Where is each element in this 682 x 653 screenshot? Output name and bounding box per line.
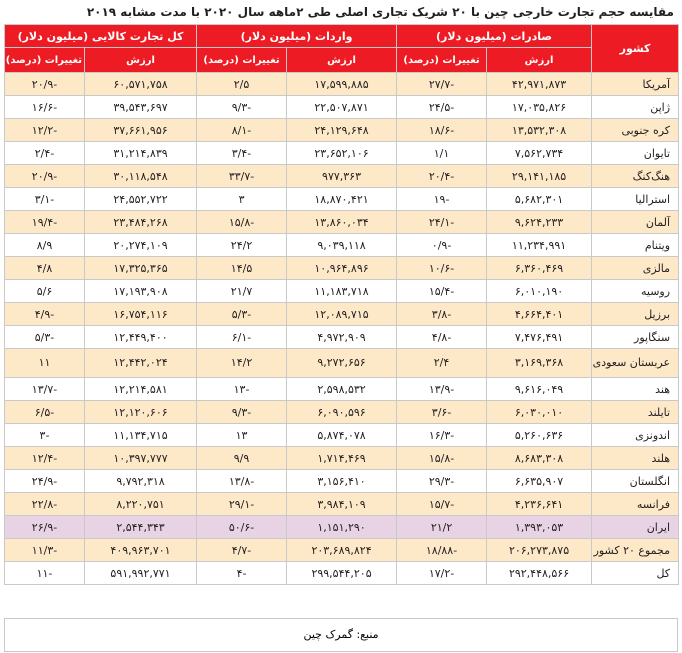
total-value-cell: ۱۲,۱۲۰,۶۰۶ [85,401,197,424]
imports-change-cell: -۳/۴ [197,142,287,165]
exports-value-cell: ۴,۶۶۴,۴۰۱ [487,303,592,326]
total-value-cell: ۱۲,۴۴۲,۰۲۴ [85,349,197,378]
total-value-cell: ۸,۲۲۰,۷۵۱ [85,493,197,516]
total-change-cell: -۴/۹ [5,303,85,326]
imports-value-cell: ۲۰۳,۶۸۹,۸۲۴ [287,539,397,562]
table-row [5,188,679,211]
header-imports-value: ارزش [287,48,397,73]
country-cell: سنگاپور [592,326,679,349]
header-imports-change: تغییرات (درصد) [197,48,287,73]
imports-change-cell: -۳۳/۷ [197,165,287,188]
country-cell: ویتنام [592,234,679,257]
total-change-cell: -۱۹/۴ [5,211,85,234]
imports-change-cell: -۹/۳ [197,401,287,424]
total-change-cell: -۳ [5,424,85,447]
header-total-value: ارزش [85,48,197,73]
exports-value-cell: ۶,۰۱۰,۱۹۰ [487,280,592,303]
exports-value-cell: ۱۱,۲۳۴,۹۹۱ [487,234,592,257]
imports-value-cell: ۵,۸۷۴,۰۷۸ [287,424,397,447]
imports-change-cell: -۴/۷ [197,539,287,562]
country-cell: کل [592,562,679,585]
header-exports-change: تغییرات (درصد) [397,48,487,73]
imports-change-cell: ۱۴/۲ [197,349,287,378]
imports-change-cell: ۲۴/۲ [197,234,287,257]
imports-change-cell: -۱۳/۸ [197,470,287,493]
imports-value-cell: ۱۰,۹۶۴,۸۹۶ [287,257,397,280]
table-row [5,424,679,447]
total-change-cell: -۱۱ [5,562,85,585]
header-exports-value: ارزش [487,48,592,73]
exports-change-cell: -۱۸/۸۸ [397,539,487,562]
imports-value-cell: ۹,۲۷۲,۶۵۶ [287,349,397,378]
country-cell: برزیل [592,303,679,326]
country-cell: اندونزی [592,424,679,447]
imports-value-cell: ۹۷۷,۳۶۳ [287,165,397,188]
total-change-cell: -۱۲/۲ [5,119,85,142]
exports-change-cell: -۳/۸ [397,303,487,326]
exports-change-cell: -۱۰/۶ [397,257,487,280]
table-row [5,539,679,562]
exports-change-cell: ۱/۱ [397,142,487,165]
imports-value-cell: ۲۹۹,۵۴۴,۲۰۵ [287,562,397,585]
table-row [5,303,679,326]
imports-change-cell: -۵۰/۶ [197,516,287,539]
total-value-cell: ۲۳,۴۸۴,۲۶۸ [85,211,197,234]
exports-change-cell: -۲۷/۷ [397,73,487,96]
imports-change-cell: -۱۵/۸ [197,211,287,234]
exports-value-cell: ۸,۶۸۳,۳۰۸ [487,447,592,470]
imports-value-cell: ۳,۹۸۴,۱۰۹ [287,493,397,516]
imports-value-cell: ۱,۱۵۱,۲۹۰ [287,516,397,539]
imports-value-cell: ۱,۷۱۴,۴۶۹ [287,447,397,470]
total-value-cell: ۴۰۹,۹۶۳,۷۰۱ [85,539,197,562]
total-value-cell: ۱۷,۳۲۵,۳۶۵ [85,257,197,280]
country-cell: آمریکا [592,73,679,96]
exports-change-cell: -۳/۶ [397,401,487,424]
total-change-cell: ۱۱ [5,349,85,378]
total-change-cell: -۵/۳ [5,326,85,349]
country-cell: انگلستان [592,470,679,493]
table-row [5,234,679,257]
country-cell: کره جنوبی [592,119,679,142]
total-change-cell: -۲۶/۹ [5,516,85,539]
exports-value-cell: ۷,۵۶۲,۷۳۴ [487,142,592,165]
table-row [5,257,679,280]
total-change-cell: -۲/۴ [5,142,85,165]
exports-change-cell: -۲۹/۳ [397,470,487,493]
exports-change-cell: -۱۳/۹ [397,378,487,401]
imports-value-cell: ۱۸,۸۷۰,۴۲۱ [287,188,397,211]
country-cell: آلمان [592,211,679,234]
table-row [5,470,679,493]
exports-change-cell: -۱۵/۷ [397,493,487,516]
header-country: کشور [592,25,679,73]
total-change-cell: -۶/۵ [5,401,85,424]
imports-value-cell: ۶,۰۹۰,۵۹۶ [287,401,397,424]
total-change-cell: -۲۴/۹ [5,470,85,493]
country-cell: فرانسه [592,493,679,516]
imports-value-cell: ۱۱,۱۸۳,۷۱۸ [287,280,397,303]
exports-change-cell: -۲۴/۱ [397,211,487,234]
table-row [5,326,679,349]
imports-change-cell: ۱۴/۵ [197,257,287,280]
imports-change-cell: -۹/۳ [197,96,287,119]
exports-value-cell: ۲۹۲,۴۴۸,۵۶۶ [487,562,592,585]
total-change-cell: ۵/۶ [5,280,85,303]
imports-value-cell: ۱۳,۸۶۰,۰۳۴ [287,211,397,234]
header-exports: صادرات (میلیون دلار) [397,25,592,48]
total-value-cell: ۲,۵۴۴,۳۴۳ [85,516,197,539]
exports-value-cell: ۱۷,۰۳۵,۸۲۶ [487,96,592,119]
header-total-change: تغییرات (درصد) [5,48,85,73]
imports-change-cell: -۱۳ [197,378,287,401]
exports-value-cell: ۲۹,۱۴۱,۱۸۵ [487,165,592,188]
table-row [5,73,679,96]
imports-value-cell: ۲۲,۵۰۷,۸۷۱ [287,96,397,119]
exports-value-cell: ۵,۲۶۰,۶۳۶ [487,424,592,447]
exports-change-cell: -۱۵/۸ [397,447,487,470]
country-cell: تایلند [592,401,679,424]
total-change-cell: ۴/۸ [5,257,85,280]
exports-value-cell: ۶,۳۶۰,۴۶۹ [487,257,592,280]
imports-value-cell: ۹,۰۳۹,۱۱۸ [287,234,397,257]
imports-change-cell: ۹/۹ [197,447,287,470]
table-body [5,73,679,585]
trade-table [4,24,679,585]
exports-value-cell: ۱,۳۹۳,۰۵۳ [487,516,592,539]
exports-value-cell: ۱۳,۵۳۲,۳۰۸ [487,119,592,142]
total-value-cell: ۲۰,۲۷۴,۱۰۹ [85,234,197,257]
exports-change-cell: ۲/۴ [397,349,487,378]
country-cell: استرالیا [592,188,679,211]
country-cell: هنگ‌کنگ [592,165,679,188]
total-value-cell: ۳۷,۶۶۱,۹۵۶ [85,119,197,142]
exports-change-cell: -۴/۸ [397,326,487,349]
exports-change-cell: -۱۶/۳ [397,424,487,447]
total-change-cell: -۱۳/۷ [5,378,85,401]
exports-change-cell: -۱۸/۶ [397,119,487,142]
country-cell: عربستان سعودی [592,349,679,378]
country-cell: تایوان [592,142,679,165]
imports-value-cell: ۲۳,۶۵۲,۱۰۶ [287,142,397,165]
country-cell: روسیه [592,280,679,303]
country-cell: هلند [592,447,679,470]
table-row [5,401,679,424]
total-value-cell: ۹,۷۹۲,۳۱۸ [85,470,197,493]
total-value-cell: ۵۹۱,۹۹۲,۷۷۱ [85,562,197,585]
total-change-cell: -۱۱/۳ [5,539,85,562]
page-title: مقایسه حجم تجارت خارجی چین با ۲۰ شریک تجاری اصلی طی ۲ماهه سال ۲۰۲۰ با مدت مشابه ۲۰۱۹ [0,0,682,24]
total-value-cell: ۱۲,۴۴۹,۴۰۰ [85,326,197,349]
imports-change-cell: -۸/۱ [197,119,287,142]
exports-value-cell: ۲۰۶,۲۷۳,۸۷۵ [487,539,592,562]
header-imports: واردات (میلیون دلار) [197,25,397,48]
header-total: کل تجارت کالایی (میلیون دلار) [5,25,197,48]
exports-value-cell: ۶,۰۳۰,۰۱۰ [487,401,592,424]
imports-value-cell: ۲,۵۹۸,۵۳۲ [287,378,397,401]
total-change-cell: -۲۰/۹ [5,165,85,188]
imports-change-cell: -۶/۱ [197,326,287,349]
exports-change-cell: -۱۵/۴ [397,280,487,303]
imports-change-cell: ۲/۵ [197,73,287,96]
exports-change-cell: -۱۹ [397,188,487,211]
total-change-cell: -۲۰/۹ [5,73,85,96]
total-change-cell: -۱۲/۴ [5,447,85,470]
exports-value-cell: ۳,۱۶۹,۳۶۸ [487,349,592,378]
exports-change-cell: ۲۱/۲ [397,516,487,539]
total-value-cell: ۱۷,۱۹۳,۹۰۸ [85,280,197,303]
table-row [5,211,679,234]
table-row [5,165,679,188]
total-value-cell: ۳۱,۲۱۴,۸۳۹ [85,142,197,165]
total-value-cell: ۱۱,۱۳۴,۷۱۵ [85,424,197,447]
total-change-cell: ۸/۹ [5,234,85,257]
total-change-cell: -۳/۱ [5,188,85,211]
imports-change-cell: -۴ [197,562,287,585]
exports-change-cell: -۲۰/۴ [397,165,487,188]
country-cell: ژاپن [592,96,679,119]
table-row [5,280,679,303]
imports-value-cell: ۱۲,۰۸۹,۷۱۵ [287,303,397,326]
imports-change-cell: -۲۹/۱ [197,493,287,516]
exports-change-cell: -۲۴/۵ [397,96,487,119]
imports-value-cell: ۴,۹۷۲,۹۰۹ [287,326,397,349]
country-cell: مالزی [592,257,679,280]
imports-value-cell: ۳,۱۵۶,۴۱۰ [287,470,397,493]
imports-change-cell: ۱۳ [197,424,287,447]
country-cell: ایران [592,516,679,539]
imports-value-cell: ۱۷,۵۹۹,۸۸۵ [287,73,397,96]
table-row [5,349,679,378]
exports-value-cell: ۹,۶۱۶,۰۴۹ [487,378,592,401]
exports-change-cell: -۱۷/۲ [397,562,487,585]
total-value-cell: ۶۰,۵۷۱,۷۵۸ [85,73,197,96]
total-value-cell: ۲۴,۵۵۲,۷۲۲ [85,188,197,211]
exports-value-cell: ۷,۴۷۶,۴۹۱ [487,326,592,349]
exports-value-cell: ۴,۲۳۶,۶۴۱ [487,493,592,516]
table-row [5,142,679,165]
source-note: منبع: گمرک چین [4,618,678,652]
exports-value-cell: ۹,۶۲۴,۲۳۳ [487,211,592,234]
exports-value-cell: ۶,۶۳۵,۹۰۷ [487,470,592,493]
exports-value-cell: ۴۲,۹۷۱,۸۷۳ [487,73,592,96]
imports-change-cell: ۳ [197,188,287,211]
total-change-cell: -۲۲/۸ [5,493,85,516]
total-value-cell: ۳۹,۵۴۳,۶۹۷ [85,96,197,119]
total-change-cell: -۱۶/۶ [5,96,85,119]
table-row [5,447,679,470]
exports-value-cell: ۵,۶۸۲,۳۰۱ [487,188,592,211]
table-row [5,562,679,585]
exports-change-cell: -۰/۹ [397,234,487,257]
total-value-cell: ۱۶,۷۵۴,۱۱۶ [85,303,197,326]
total-value-cell: ۱۰,۳۹۷,۷۷۷ [85,447,197,470]
table-row [5,119,679,142]
country-cell: مجموع ۲۰ کشور [592,539,679,562]
table-row [5,378,679,401]
imports-change-cell: -۵/۳ [197,303,287,326]
total-value-cell: ۳۰,۱۱۸,۵۴۸ [85,165,197,188]
imports-value-cell: ۲۴,۱۲۹,۶۴۸ [287,119,397,142]
total-value-cell: ۱۲,۲۱۴,۵۸۱ [85,378,197,401]
table-row [5,96,679,119]
imports-change-cell: ۲۱/۷ [197,280,287,303]
country-cell: هند [592,378,679,401]
table-row [5,493,679,516]
table-row [5,516,679,539]
